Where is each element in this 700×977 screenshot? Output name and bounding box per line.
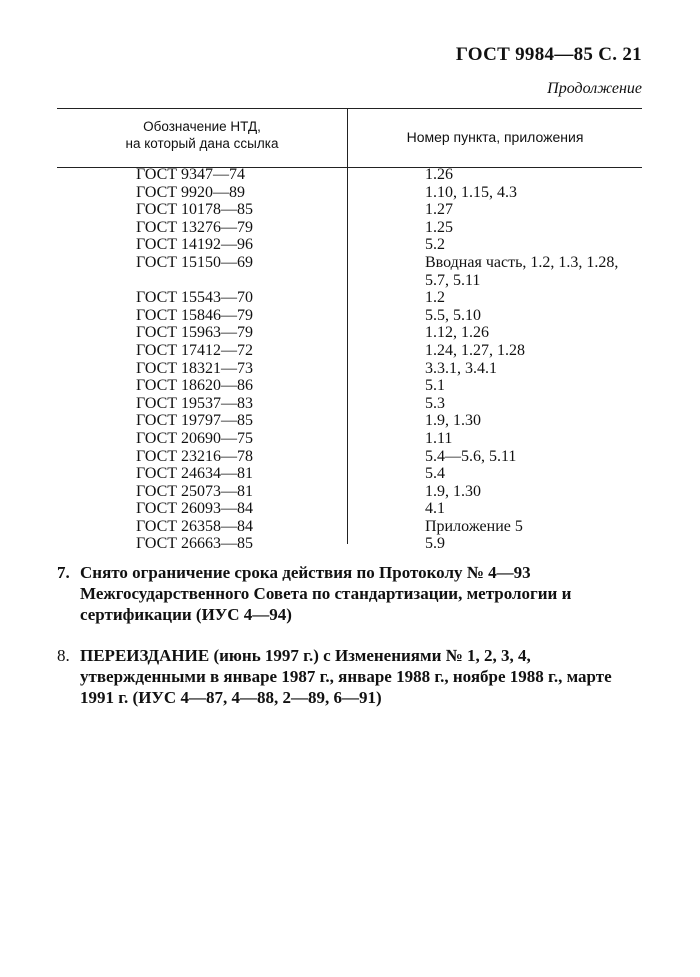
- column-header-document-line2: на который дана ссылка: [125, 136, 279, 151]
- table-row: [57, 236, 642, 254]
- document-reference: ГОСТ 10178—85: [136, 201, 254, 219]
- column-header-document-line1: Обозначение НТД,: [143, 119, 261, 134]
- clause-numbers: 5.4: [425, 465, 445, 483]
- table-row: [57, 201, 642, 219]
- document-reference: ГОСТ 18620—86: [136, 377, 254, 395]
- table-row: [57, 483, 642, 501]
- table-row: [57, 324, 642, 342]
- clause-numbers: 1.10, 1.15, 4.3: [425, 183, 517, 201]
- column-header-document: [57, 118, 347, 152]
- note-item: [57, 562, 647, 625]
- document-reference: ГОСТ 14192—96: [136, 236, 254, 254]
- table-body: [57, 166, 642, 553]
- clause-numbers: 5.3: [425, 394, 445, 412]
- document-reference: ГОСТ 26663—85: [136, 535, 254, 553]
- table-row: [57, 254, 642, 289]
- table-row: [57, 184, 642, 202]
- document-reference: ГОСТ 15543—70: [136, 289, 254, 307]
- table-top-rule: [57, 108, 642, 109]
- clause-numbers: 5.1: [425, 377, 445, 395]
- document-reference: ГОСТ 19797—85: [136, 412, 254, 430]
- table-row: [57, 465, 642, 483]
- document-reference: ГОСТ 18321—73: [136, 359, 254, 377]
- clause-numbers: 1.9, 1.30: [425, 412, 481, 430]
- note-number: 8.: [57, 646, 70, 665]
- note-item: [57, 645, 647, 708]
- document-reference: ГОСТ 9347—74: [136, 166, 246, 183]
- clause-numbers: 1.26: [425, 166, 453, 183]
- document-reference: ГОСТ 15963—79: [136, 324, 254, 342]
- clause-numbers: 1.2: [425, 289, 445, 307]
- clause-numbers: 1.24, 1.27, 1.28: [425, 341, 525, 359]
- page-header-title: ГОСТ 9984—85 С. 21: [455, 44, 642, 65]
- clause-numbers: 1.27: [425, 201, 453, 219]
- note-text: ПЕРЕИЗДАНИЕ (июнь 1997 г.) с Изменениями № 1, 2, 3, 4, утвержденными в январе 1987 г., январе 1988 г., ноябре 1988 г., марте 1991 г. (ИУС 4—87, 4—88, 2—89, 6—91): [80, 646, 612, 707]
- table-row: [57, 342, 642, 360]
- table-row: [57, 518, 642, 536]
- table-row: [57, 219, 642, 237]
- document-reference: ГОСТ 20690—75: [136, 429, 254, 447]
- document-reference: ГОСТ 23216—78: [136, 447, 254, 465]
- clause-numbers: 5.9: [425, 535, 445, 553]
- document-reference: ГОСТ 24634—81: [136, 465, 254, 483]
- table-row: [57, 395, 642, 413]
- clause-numbers: Вводная часть, 1.2, 1.3, 1.28, 5.7, 5.11: [425, 253, 619, 289]
- document-reference: ГОСТ 9920—89: [136, 183, 246, 201]
- continuation-label: Продолжение: [547, 80, 642, 97]
- document-reference: ГОСТ 25073—81: [136, 482, 254, 500]
- clause-numbers: 1.9, 1.30: [425, 482, 481, 500]
- document-reference: ГОСТ 17412—72: [136, 341, 254, 359]
- clause-numbers: 3.3.1, 3.4.1: [425, 359, 497, 377]
- table-row: [57, 307, 642, 325]
- clause-numbers: 1.12, 1.26: [425, 324, 489, 342]
- document-reference: ГОСТ 26093—84: [136, 500, 254, 518]
- table-row: [57, 377, 642, 395]
- note-text: Снято ограничение срока действия по Протоколу № 4—93 Межгосударственного Совета по стандартизации, метрологии и сертификации (ИУС 4—94): [80, 563, 572, 624]
- clause-numbers: 4.1: [425, 500, 445, 518]
- table-row: [57, 430, 642, 448]
- table-row: [57, 500, 642, 518]
- clause-numbers: 5.2: [425, 236, 445, 254]
- clause-numbers: 1.25: [425, 218, 453, 236]
- column-header-clause: Номер пункта, приложения: [406, 129, 584, 145]
- clause-numbers: 1.11: [425, 429, 453, 447]
- document-reference: ГОСТ 19537—83: [136, 394, 254, 412]
- clause-numbers: Приложение 5: [425, 517, 523, 535]
- notes-section: [57, 562, 647, 728]
- table-row: [57, 412, 642, 430]
- table-row: [57, 289, 642, 307]
- document-reference: ГОСТ 26358—84: [136, 517, 254, 535]
- document-reference: ГОСТ 15846—79: [136, 306, 254, 324]
- document-reference: ГОСТ 13276—79: [136, 218, 254, 236]
- clause-numbers: 5.4—5.6, 5.11: [425, 447, 517, 465]
- table-row: [57, 166, 642, 184]
- table-row: [57, 360, 642, 378]
- table-row: [57, 448, 642, 466]
- note-number: 7.: [57, 563, 70, 582]
- table-row: [57, 535, 642, 553]
- document-reference: ГОСТ 15150—69: [136, 253, 254, 271]
- clause-numbers: 5.5, 5.10: [425, 306, 481, 324]
